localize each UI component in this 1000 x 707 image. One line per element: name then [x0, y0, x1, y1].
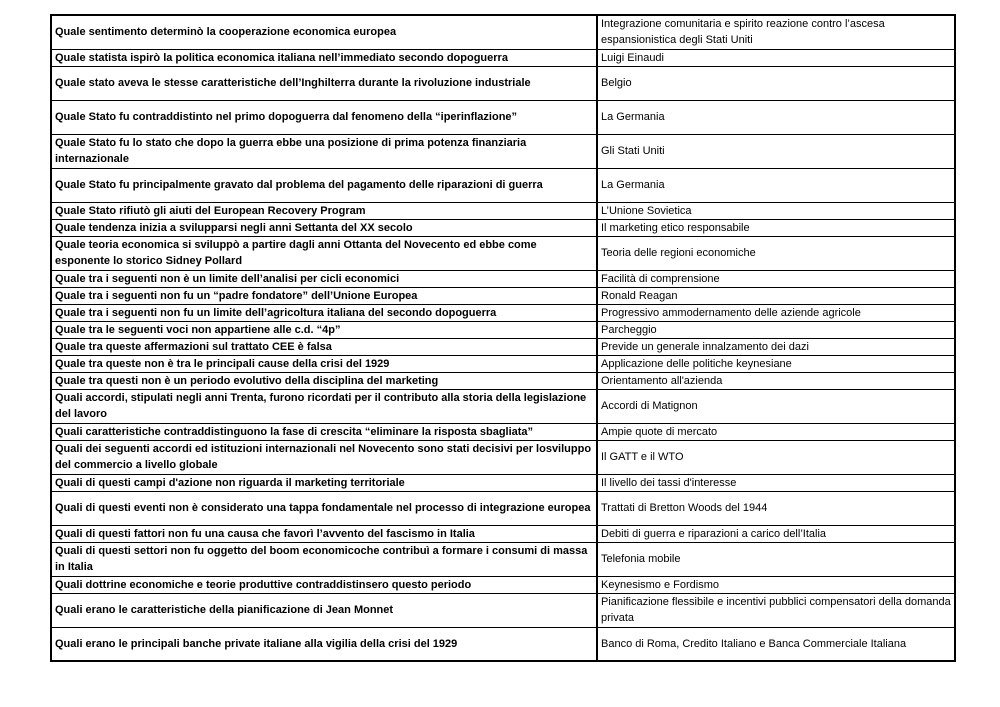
- question-cell: Quali dei seguenti accordi ed istituzioni internazionali nel Novecento sono stati decisivi per losviluppo del commercio a livello globale: [51, 440, 597, 474]
- answer-cell: Previde un generale innalzamento dei dazi: [597, 338, 955, 355]
- answer-cell: Ronald Reagan: [597, 287, 955, 304]
- qa-table-body: [51, 15, 955, 661]
- table-row: [51, 304, 955, 321]
- table-row: [51, 576, 955, 593]
- table-row: [51, 338, 955, 355]
- answer-cell: Belgio: [597, 66, 955, 100]
- table-row: [51, 49, 955, 66]
- answer-cell: Banco di Roma, Credito Italiano e Banca Commerciale Italiana: [597, 627, 955, 661]
- question-cell: Quali di questi fattori non fu una causa che favorì l’avvento del fascismo in Italia: [51, 525, 597, 542]
- table-row: [51, 627, 955, 661]
- question-cell: Quali caratteristiche contraddistinguono la fase di crescita “eliminare la risposta sbagliata”: [51, 423, 597, 440]
- table-row: [51, 525, 955, 542]
- question-cell: Quali di questi eventi non è considerato una tappa fondamentale nel processo di integrazione europea: [51, 491, 597, 525]
- table-row: [51, 236, 955, 270]
- table-row: [51, 168, 955, 202]
- answer-cell: Il marketing etico responsabile: [597, 219, 955, 236]
- answer-cell: Accordi di Matignon: [597, 389, 955, 423]
- answer-cell: Parcheggio: [597, 321, 955, 338]
- answer-cell: Facilità di comprensione: [597, 270, 955, 287]
- answer-cell: Il livello dei tassi d'interesse: [597, 474, 955, 491]
- answer-cell: Applicazione delle politiche keynesiane: [597, 355, 955, 372]
- question-cell: Quale tra questi non è un periodo evolutivo della disciplina del marketing: [51, 372, 597, 389]
- answer-cell: Gli Stati Uniti: [597, 134, 955, 168]
- answer-cell: Teoria delle regioni economiche: [597, 236, 955, 270]
- question-cell: Quale Stato fu contraddistinto nel primo dopoguerra dal fenomeno della “iperinflazione”: [51, 100, 597, 134]
- question-cell: Quale tra queste affermazioni sul trattato CEE è falsa: [51, 338, 597, 355]
- answer-cell: Pianificazione flessibile e incentivi pubblici compensatori della domanda privata: [597, 593, 955, 627]
- table-row: [51, 423, 955, 440]
- answer-cell: La Germania: [597, 168, 955, 202]
- question-cell: Quale tra i seguenti non fu un limite dell’agricoltura italiana del secondo dopoguerra: [51, 304, 597, 321]
- table-row: [51, 372, 955, 389]
- question-cell: Quale stato aveva le stesse caratteristiche dell’Inghilterra durante la rivoluzione industriale: [51, 66, 597, 100]
- table-row: [51, 100, 955, 134]
- answer-cell: L’Unione Sovietica: [597, 202, 955, 219]
- question-cell: Quale tendenza inizia a svilupparsi negli anni Settanta del XX secolo: [51, 219, 597, 236]
- table-row: [51, 440, 955, 474]
- answer-cell: Debiti di guerra e riparazioni a carico dell’Italia: [597, 525, 955, 542]
- table-row: [51, 355, 955, 372]
- table-row: [51, 134, 955, 168]
- qa-table: [50, 14, 956, 662]
- question-cell: Quale tra le seguenti voci non appartiene alle c.d. “4p”: [51, 321, 597, 338]
- answer-cell: Orientamento all'azienda: [597, 372, 955, 389]
- answer-cell: Progressivo ammodernamento delle aziende agricole: [597, 304, 955, 321]
- question-cell: Quale Stato fu principalmente gravato dal problema del pagamento delle riparazioni di guerra: [51, 168, 597, 202]
- question-cell: Quali di questi settori non fu oggetto del boom economicoche contribuì a formare i consumi di massa in Italia: [51, 542, 597, 576]
- question-cell: Quale Stato fu lo stato che dopo la guerra ebbe una posizione di prima potenza finanziaria internazionale: [51, 134, 597, 168]
- answer-cell: Luigi Einaudi: [597, 49, 955, 66]
- table-row: [51, 542, 955, 576]
- question-cell: Quale tra i seguenti non fu un “padre fondatore” dell’Unione Europea: [51, 287, 597, 304]
- answer-cell: Trattati di Bretton Woods del 1944: [597, 491, 955, 525]
- question-cell: Quali erano le caratteristiche della pianificazione di Jean Monnet: [51, 593, 597, 627]
- question-cell: Quali dottrine economiche e teorie produttive contraddistinsero questo periodo: [51, 576, 597, 593]
- answer-cell: Keynesismo e Fordismo: [597, 576, 955, 593]
- answer-cell: La Germania: [597, 100, 955, 134]
- question-cell: Quale statista ispirò la politica economica italiana nell’immediato secondo dopoguerra: [51, 49, 597, 66]
- table-row: [51, 491, 955, 525]
- answer-cell: Ampie quote di mercato: [597, 423, 955, 440]
- answer-cell: Integrazione comunitaria e spirito reazione contro l’ascesa espansionistica degli Stati Uniti: [597, 15, 955, 49]
- question-cell: Quale teoria economica si sviluppò a partire dagli anni Ottanta del Novecento ed ebbe come esponente lo storico Sidney Pollard: [51, 236, 597, 270]
- table-row: [51, 202, 955, 219]
- question-cell: Quale tra queste non è tra le principali cause della crisi del 1929: [51, 355, 597, 372]
- table-row: [51, 321, 955, 338]
- table-row: [51, 389, 955, 423]
- table-row: [51, 66, 955, 100]
- question-cell: Quale Stato rifiutò gli aiuti del European Recovery Program: [51, 202, 597, 219]
- question-cell: Quale tra i seguenti non è un limite dell’analisi per cicli economici: [51, 270, 597, 287]
- question-cell: Quali erano le principali banche private italiane alla vigilia della crisi del 1929: [51, 627, 597, 661]
- table-row: [51, 593, 955, 627]
- table-row: [51, 474, 955, 491]
- table-row: [51, 219, 955, 236]
- answer-cell: Il GATT e il WTO: [597, 440, 955, 474]
- question-cell: Quali accordi, stipulati negli anni Trenta, furono ricordati per il contributo alla storia della legislazione del lavoro: [51, 389, 597, 423]
- question-cell: Quali di questi campi d'azione non riguarda il marketing territoriale: [51, 474, 597, 491]
- question-cell: Quale sentimento determinò la cooperazione economica europea: [51, 15, 597, 49]
- answer-cell: Telefonia mobile: [597, 542, 955, 576]
- table-row: [51, 270, 955, 287]
- table-row: [51, 15, 955, 49]
- table-row: [51, 287, 955, 304]
